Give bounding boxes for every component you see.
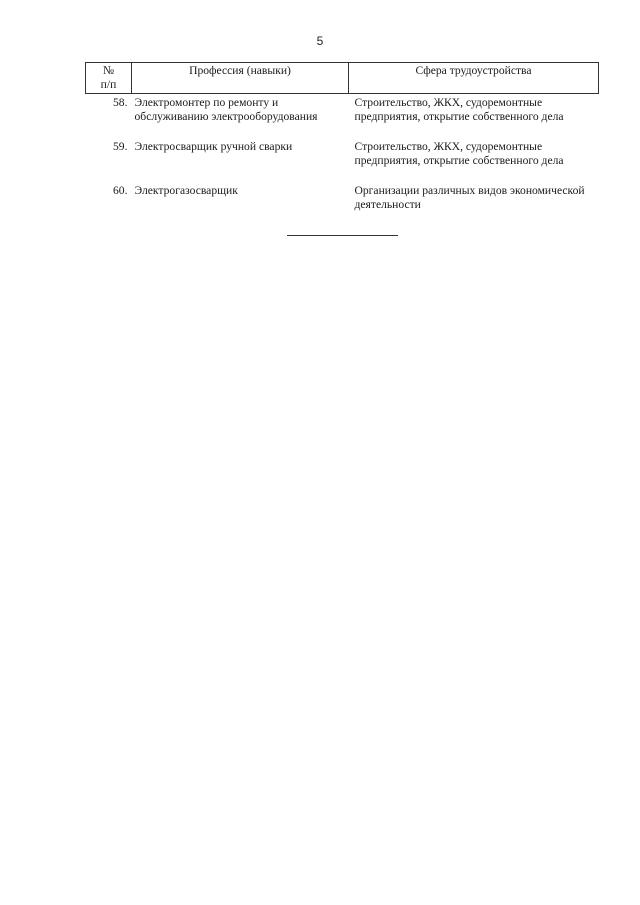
row-number: 59. <box>113 140 128 153</box>
row-employment-sphere: Строительство, ЖКХ, судоремонтные предприятия, открытие собственного дела <box>354 140 564 167</box>
header-number: № п/п <box>86 63 132 94</box>
row-profession: Электрогазосварщик <box>134 184 238 197</box>
row-number: 58. <box>113 96 128 109</box>
header-profession: Профессия (навыки) <box>132 63 349 94</box>
end-separator-line <box>287 235 398 236</box>
row-profession: Электросварщик ручной сварки <box>134 140 293 153</box>
table-row <box>86 138 599 182</box>
row-employment-sphere: Организации различных видов экономической деятельности <box>354 184 585 211</box>
professions-table <box>85 62 599 226</box>
page-number: 5 <box>316 34 324 48</box>
table-row <box>86 182 599 226</box>
table-row <box>86 94 599 139</box>
table-header <box>86 63 599 94</box>
row-number: 60. <box>113 184 128 197</box>
row-employment-sphere: Строительство, ЖКХ, судоремонтные предприятия, открытие собственного дела <box>354 96 564 123</box>
header-employment-sphere: Сфера трудоустройства <box>349 63 599 94</box>
row-profession: Электромонтер по ремонту и обслуживанию электрооборудования <box>134 96 318 123</box>
